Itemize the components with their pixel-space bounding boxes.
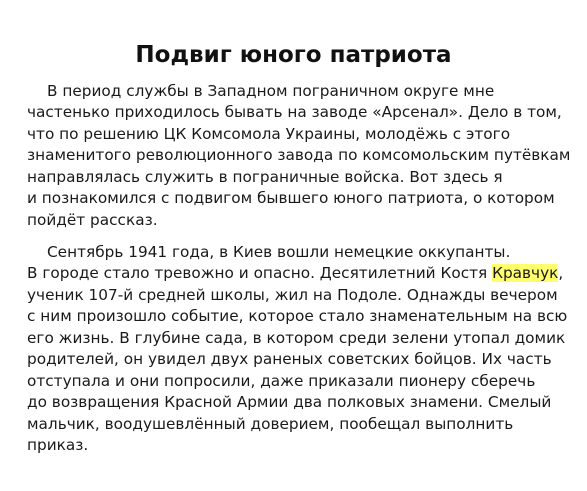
paragraph-2: [27, 242, 566, 457]
highlighted-word: Кравчук: [492, 264, 559, 283]
text-line: родителей, он увидел двух раненых советских бойцов. Их часть: [27, 350, 552, 369]
text-line: Сентябрь 1941 года, в Киев вошли немецкие оккупанты.: [47, 243, 511, 261]
text-line: направлялась служить в пограничные войска. Вот здесь я: [27, 167, 503, 186]
text-line: частенько приходилось бывать на заводе «Арсенал». Дело в том,: [27, 103, 562, 122]
text-line: мальчик, воодушевлённый доверием, пообещал выполнить: [27, 414, 514, 433]
paragraph-1: [27, 81, 571, 231]
text-line: пойдёт рассказ.: [27, 210, 158, 229]
text-line: с ним произошло событие, которое стало знаменательным на всю: [27, 307, 568, 326]
text-line: его жизнь. В глубине сада, в котором среди зелени утопал домик: [27, 328, 566, 347]
text-segment: ,: [558, 264, 564, 283]
article-title: Подвиг юного патриота: [135, 42, 452, 69]
text-line: отступала и они попросили, даже приказали пионеру сберечь: [27, 371, 536, 390]
text-segment: В городе стало тревожно и опасно. Десятилетний Костя: [27, 264, 493, 283]
text-line: знаменитого революционного завода по комсомольским путёвкам: [27, 146, 571, 165]
text-line: приказ.: [27, 436, 89, 455]
text-line: что по решению ЦК Комсомола Украины, молодёжь с этого: [27, 124, 511, 143]
text-line: до возвращения Красной Армии два полковых знамени. Смелый: [27, 393, 552, 412]
text-line: [27, 263, 566, 284]
text-line: и познакомился с подвигом бывшего юного патриота, о котором: [27, 189, 555, 208]
text-line: ученик 107-й средней школы, жил на Подоле. Однажды вечером: [27, 285, 558, 304]
text-line: В период службы в Западном пограничном округе мне: [47, 82, 495, 100]
